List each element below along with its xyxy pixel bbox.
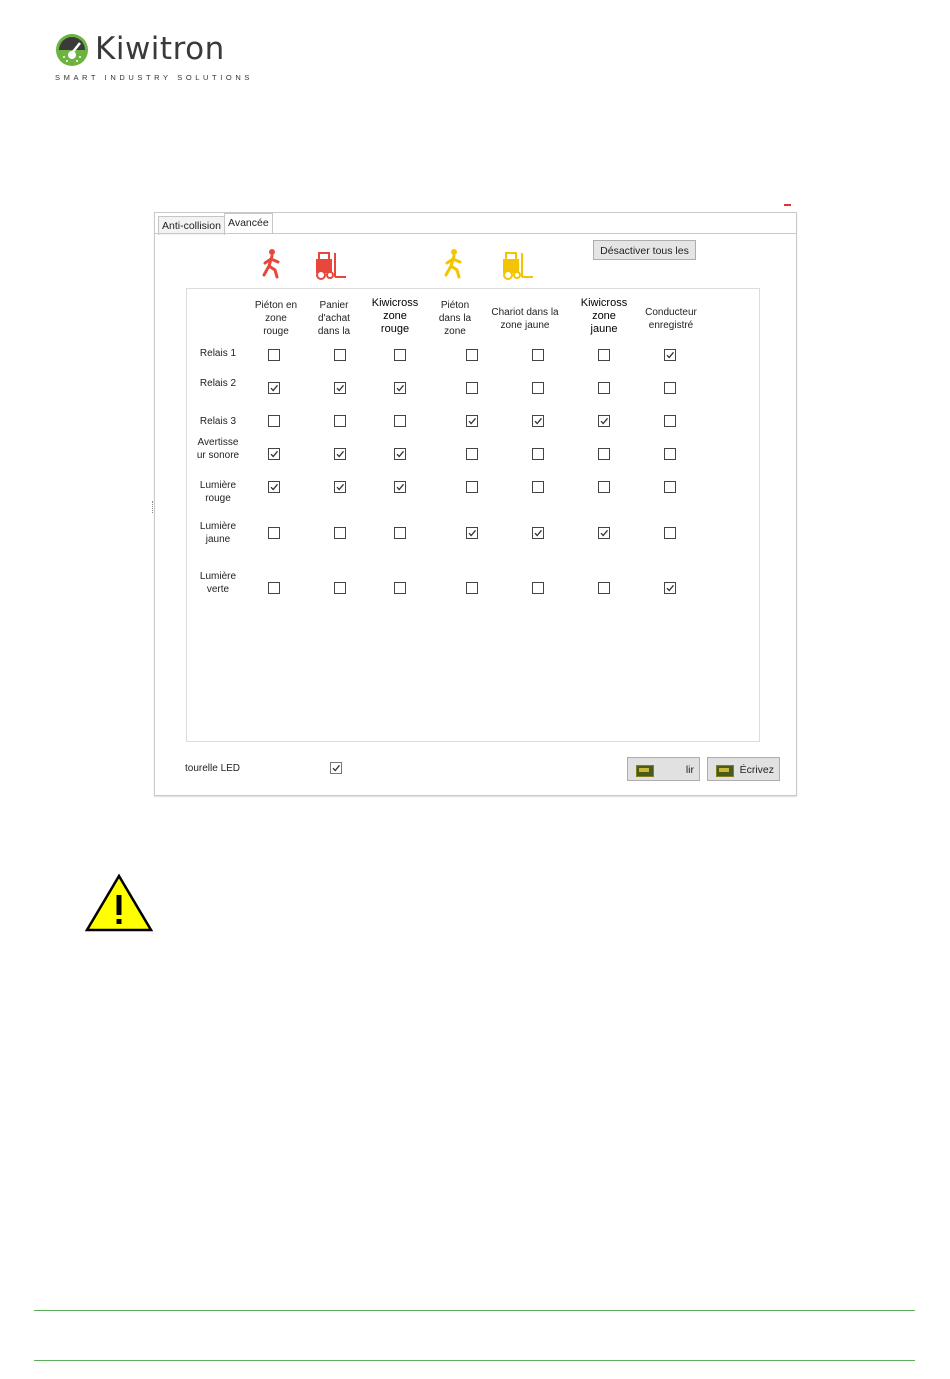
row-header-relais-2: Relais 2 (199, 378, 237, 389)
matrix-checkbox[interactable] (334, 349, 346, 361)
matrix-checkbox[interactable] (268, 582, 280, 594)
tourelle-led-checkbox[interactable] (330, 762, 342, 774)
matrix-checkbox[interactable] (664, 481, 676, 493)
matrix-checkbox[interactable] (394, 349, 406, 361)
col-header-pieton-zone-rouge: Piéton en zone rouge (254, 300, 298, 337)
footer-divider-top (34, 1310, 915, 1311)
matrix-checkbox[interactable] (466, 481, 478, 493)
matrix-checkbox[interactable] (532, 349, 544, 361)
col-header-panier-achat: Panier d'achat dans la (317, 300, 351, 337)
kiwitron-logo (55, 33, 255, 85)
row-header-avertisseur-sonore: Avertisse ur sonore (196, 437, 240, 461)
pedestrian-red-icon (254, 247, 290, 281)
matrix-checkbox[interactable] (268, 415, 280, 427)
row-header-relais-3: Relais 3 (199, 416, 237, 427)
matrix-checkbox[interactable] (394, 448, 406, 460)
matrix-checkbox[interactable] (466, 527, 478, 539)
matrix-checkbox[interactable] (532, 481, 544, 493)
matrix-checkbox[interactable] (664, 349, 676, 361)
deactivate-all-button[interactable]: Désactiver tous les (593, 240, 696, 260)
read-button[interactable] (627, 757, 700, 781)
matrix-checkbox[interactable] (664, 415, 676, 427)
matrix-checkbox[interactable] (664, 582, 676, 594)
settings-window (154, 212, 797, 796)
matrix-checkbox[interactable] (598, 415, 610, 427)
matrix-checkbox[interactable] (532, 582, 544, 594)
matrix-checkbox[interactable] (598, 448, 610, 460)
matrix-checkbox[interactable] (268, 527, 280, 539)
tab-anti-collision[interactable]: Anti-collision (158, 216, 225, 235)
tab-avancee[interactable]: Avancée (224, 213, 273, 234)
matrix-checkbox[interactable] (532, 448, 544, 460)
tourelle-led-label: tourelle LED (185, 763, 241, 774)
forklift-red-icon (314, 249, 350, 283)
matrix-checkbox[interactable] (664, 382, 676, 394)
row-header-lumiere-verte: Lumière verte (199, 571, 237, 595)
resize-grip[interactable] (152, 501, 155, 513)
device-icon (636, 765, 654, 777)
write-button-label: Écrivez (739, 764, 774, 776)
warning-triangle-icon (85, 873, 153, 933)
matrix-checkbox[interactable] (598, 382, 610, 394)
matrix-checkbox[interactable] (268, 481, 280, 493)
matrix-checkbox[interactable] (598, 582, 610, 594)
col-header-kiwicross-zone-rouge: Kiwicross zone rouge (371, 297, 419, 335)
matrix-checkbox[interactable] (598, 349, 610, 361)
matrix-checkbox[interactable] (268, 349, 280, 361)
row-header-lumiere-jaune: Lumière jaune (199, 521, 237, 545)
pedestrian-yellow-icon (436, 247, 472, 281)
matrix-checkbox[interactable] (532, 527, 544, 539)
matrix-checkbox[interactable] (394, 382, 406, 394)
matrix-checkbox[interactable] (394, 415, 406, 427)
matrix-checkbox[interactable] (598, 481, 610, 493)
matrix-checkbox[interactable] (268, 448, 280, 460)
brand-tagline: SMART INDUSTRY SOLUTIONS (55, 73, 253, 82)
forklift-yellow-icon (501, 249, 537, 283)
matrix-checkbox[interactable] (466, 448, 478, 460)
matrix-checkbox[interactable] (334, 481, 346, 493)
matrix-checkbox[interactable] (466, 582, 478, 594)
matrix-checkbox[interactable] (532, 415, 544, 427)
matrix-checkbox[interactable] (532, 382, 544, 394)
red-marker (784, 204, 791, 206)
brand-name: Kiwitron (95, 31, 225, 67)
row-header-lumiere-rouge: Lumière rouge (199, 480, 237, 504)
matrix-checkbox[interactable] (268, 382, 280, 394)
device-icon (716, 765, 734, 777)
col-header-kiwicross-zone-jaune: Kiwicross zone jaune (580, 297, 628, 335)
matrix-checkbox[interactable] (466, 415, 478, 427)
matrix-checkbox[interactable] (334, 448, 346, 460)
matrix-checkbox[interactable] (394, 527, 406, 539)
matrix-checkbox[interactable] (334, 582, 346, 594)
matrix-checkbox[interactable] (466, 349, 478, 361)
read-button-label: lir (685, 764, 694, 776)
row-header-relais-1: Relais 1 (199, 348, 237, 359)
write-button[interactable] (707, 757, 780, 781)
matrix-checkbox[interactable] (394, 481, 406, 493)
tab-divider (155, 233, 796, 234)
matrix-checkbox[interactable] (598, 527, 610, 539)
col-header-conducteur-enregistre: Conducteur enregistré (645, 307, 697, 331)
matrix-checkbox[interactable] (334, 527, 346, 539)
matrix-checkbox[interactable] (664, 527, 676, 539)
matrix-checkbox[interactable] (466, 382, 478, 394)
matrix-checkbox[interactable] (334, 382, 346, 394)
matrix-checkbox[interactable] (334, 415, 346, 427)
col-header-chariot-zone-jaune: Chariot dans la zone jaune (491, 307, 559, 331)
col-header-pieton-zone: Piéton dans la zone (438, 300, 472, 337)
matrix-checkbox[interactable] (664, 448, 676, 460)
matrix-checkbox[interactable] (394, 582, 406, 594)
footer-divider-bottom (34, 1360, 915, 1361)
kiwi-gauge-logo-icon (55, 33, 89, 67)
